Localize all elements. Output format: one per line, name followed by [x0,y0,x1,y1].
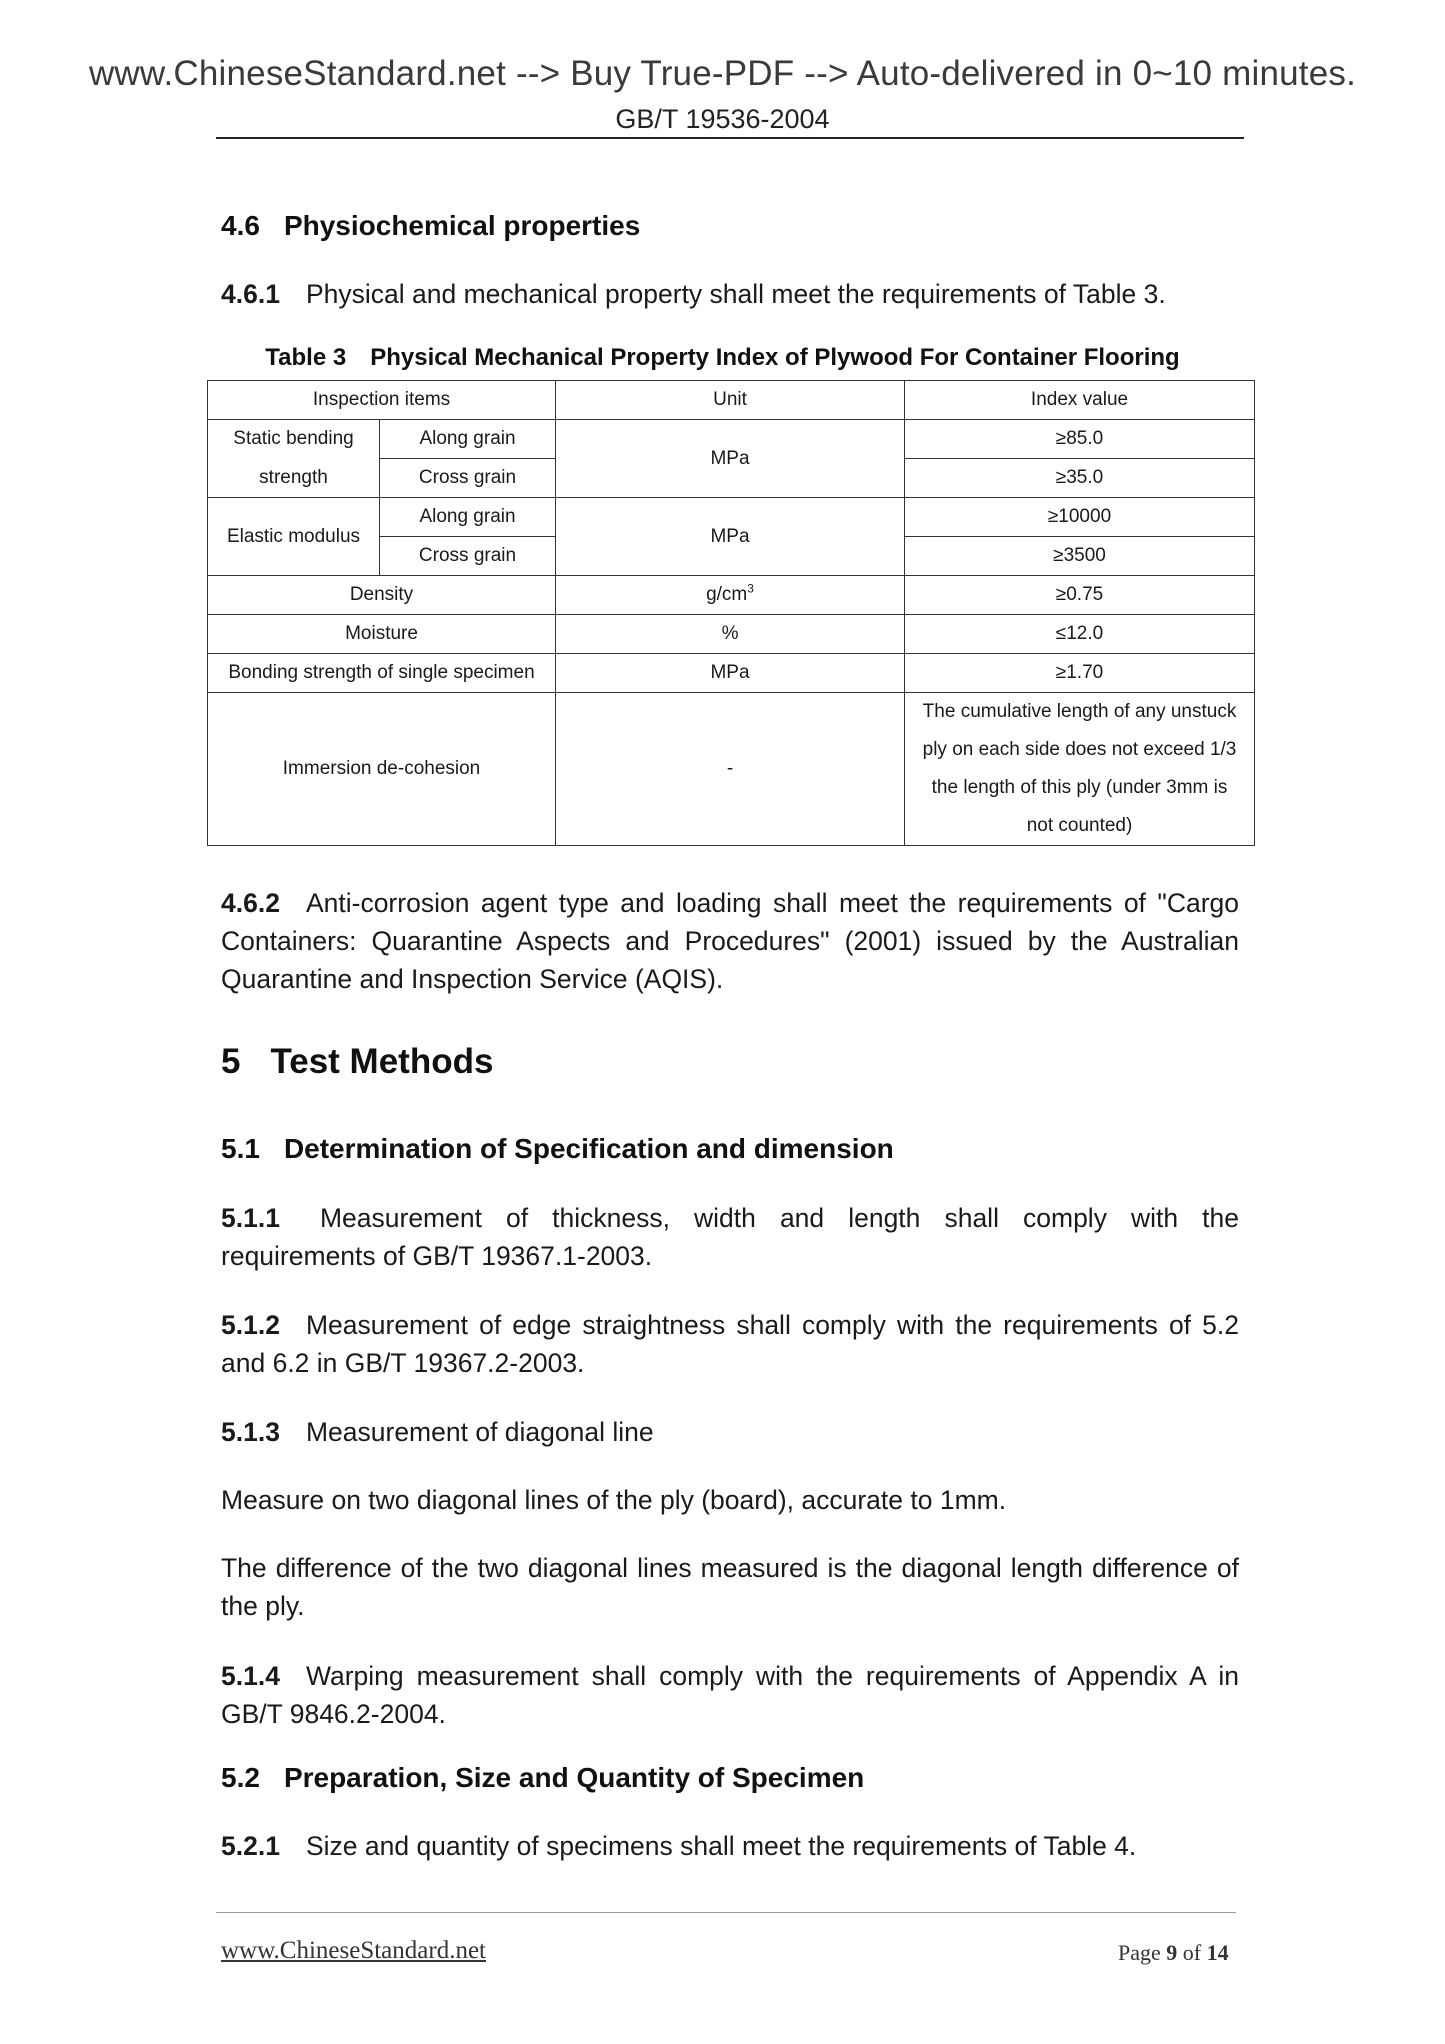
bonding-strength-unit: MPa [556,654,905,693]
elastic-modulus-cross-grain: Cross grain [380,537,556,576]
elastic-modulus-along-grain: Along grain [380,498,556,537]
header-unit: Unit [556,381,905,420]
table-row [208,693,1255,846]
static-bending-along-value: ≥85.0 [905,420,1255,459]
clause-5-1-2 [221,1306,1239,1382]
paragraph: Measure on two diagonal lines of the ply (board), accurate to 1mm. [221,1485,1007,1515]
clause-5-1-3 [221,1413,1239,1451]
immersion-value-line: The cumulative length of any unstuck [922,701,1237,722]
table-label: Table 3 [265,344,347,371]
clause-text: Physical and mechanical property shall meet the requirements of Table 3. [305,279,1166,309]
clause-number: 5.1.4 [221,1661,280,1691]
of-word: of [1182,1940,1202,1965]
table-3 [207,380,1255,846]
table-row [208,420,1255,459]
clause-number: 4.6.1 [221,279,280,309]
clause-line [221,1306,1239,1344]
clause-number: 5.1.3 [221,1417,280,1447]
section-4-6-heading [221,212,640,240]
clause-number: 5.1.2 [221,1310,280,1340]
table-row [208,576,1255,615]
density-label: Density [208,576,556,615]
clause-number: 5.2.1 [221,1831,280,1861]
header-index-value: Index value [905,381,1255,420]
header-inspection-items: Inspection items [208,381,556,420]
paragraph [221,1549,1239,1625]
table-3-caption [0,346,1445,370]
clause-4-6-1 [221,275,1239,313]
clause-title: Measurement of diagonal line [305,1417,654,1447]
immersion-label: Immersion de-cohesion [208,693,556,846]
section-number: 5.2 [221,1762,260,1793]
clause-text: Size and quantity of specimens shall meet the requirements of Table 4. [305,1831,1137,1861]
clause-number: 4.6.2 [221,888,280,918]
bonding-strength-value: ≥1.70 [905,654,1255,693]
static-bending-along-grain: Along grain [380,420,556,459]
paragraph-line: The difference of the two diagonal lines measured is the diagonal length difference of [221,1553,1239,1583]
static-bending-cross-grain: Cross grain [380,459,556,498]
standard-code: GB/T 19536-2004 [615,104,830,134]
immersion-value-line: the length of this ply (under 3mm is [931,777,1228,798]
table-header-row [208,381,1255,420]
clause-4-6-2 [221,884,1239,998]
footer-rule [216,1912,1236,1913]
clause-line: GB/T 9846.2-2004. [221,1699,446,1729]
table-row [208,498,1255,537]
moisture-value: ≤12.0 [905,615,1255,654]
clause-line [221,884,1239,922]
elastic-modulus-along-value: ≥10000 [905,498,1255,537]
elastic-modulus-unit: MPa [556,498,905,576]
clause-line [221,1199,1239,1237]
clause-text: Anti-corrosion agent type and loading shall meet the requirements of "Cargo [305,888,1239,918]
page-word: Page [1118,1940,1161,1965]
table-title: Physical Mechanical Property Index of Plywood For Container Flooring [370,344,1180,371]
clause-line: Quarantine and Inspection Service (AQIS). [221,964,724,994]
density-unit [556,576,905,615]
static-bending-label-line2: strength [208,459,380,498]
density-unit-base: g/cm [706,584,748,605]
current-page: 9 [1166,1940,1178,1965]
moisture-unit: % [556,615,905,654]
section-title: Determination of Specification and dimension [283,1133,894,1164]
section-number: 5.1 [221,1133,260,1164]
header-banner: www.ChineseStandard.net --> Buy True-PDF --> Auto-delivered in 0~10 minutes. [88,54,1357,93]
section-5-1-heading [221,1135,894,1163]
clause-5-1-4 [221,1657,1239,1733]
immersion-value-line: not counted) [1026,815,1133,836]
section-number: 5 [221,1042,241,1081]
page-number [1118,1942,1229,1964]
density-value: ≥0.75 [905,576,1255,615]
immersion-value [905,693,1255,846]
static-bending-label-line1: Static bending [208,420,380,459]
total-pages: 14 [1206,1940,1229,1965]
clause-line [221,1657,1239,1695]
section-5-heading [221,1044,493,1079]
moisture-label: Moisture [208,615,556,654]
clause-text: Measurement of thickness, width and length shall comply with the [319,1203,1239,1233]
header-rule [216,137,1244,139]
elastic-modulus-cross-value: ≥3500 [905,537,1255,576]
paragraph-line: the ply. [221,1591,305,1621]
clause-text: Warping measurement shall comply with the requirements of Appendix A in [305,1661,1239,1691]
footer-site-link[interactable]: www.ChineseStandard.net [221,1937,486,1964]
section-title: Test Methods [270,1042,494,1081]
clause-line: Containers: Quarantine Aspects and Procedures" (2001) issued by the Australian [221,926,1239,956]
clause-5-2-1 [221,1827,1239,1865]
clause-5-1-1 [221,1199,1239,1275]
clause-line: requirements of GB/T 19367.1-2003. [221,1241,653,1271]
bonding-strength-label: Bonding strength of single specimen [208,654,556,693]
section-5-2-heading [221,1764,864,1792]
clause-number: 5.1.1 [221,1203,280,1233]
clause-line: and 6.2 in GB/T 19367.2-2003. [221,1348,585,1378]
section-title: Physiochemical properties [283,210,641,241]
table-row [208,654,1255,693]
elastic-modulus-label: Elastic modulus [208,498,380,576]
immersion-unit: - [556,693,905,846]
clause-text: Measurement of edge straightness shall comply with the requirements of 5.2 [305,1310,1239,1340]
section-title: Preparation, Size and Quantity of Specimen [283,1762,865,1793]
static-bending-cross-value: ≥35.0 [905,459,1255,498]
table-row [208,615,1255,654]
section-number: 4.6 [221,210,260,241]
immersion-value-line: ply on each side does not exceed 1/3 [922,739,1237,760]
static-bending-unit: MPa [556,420,905,498]
density-unit-superscript: 3 [747,581,754,596]
